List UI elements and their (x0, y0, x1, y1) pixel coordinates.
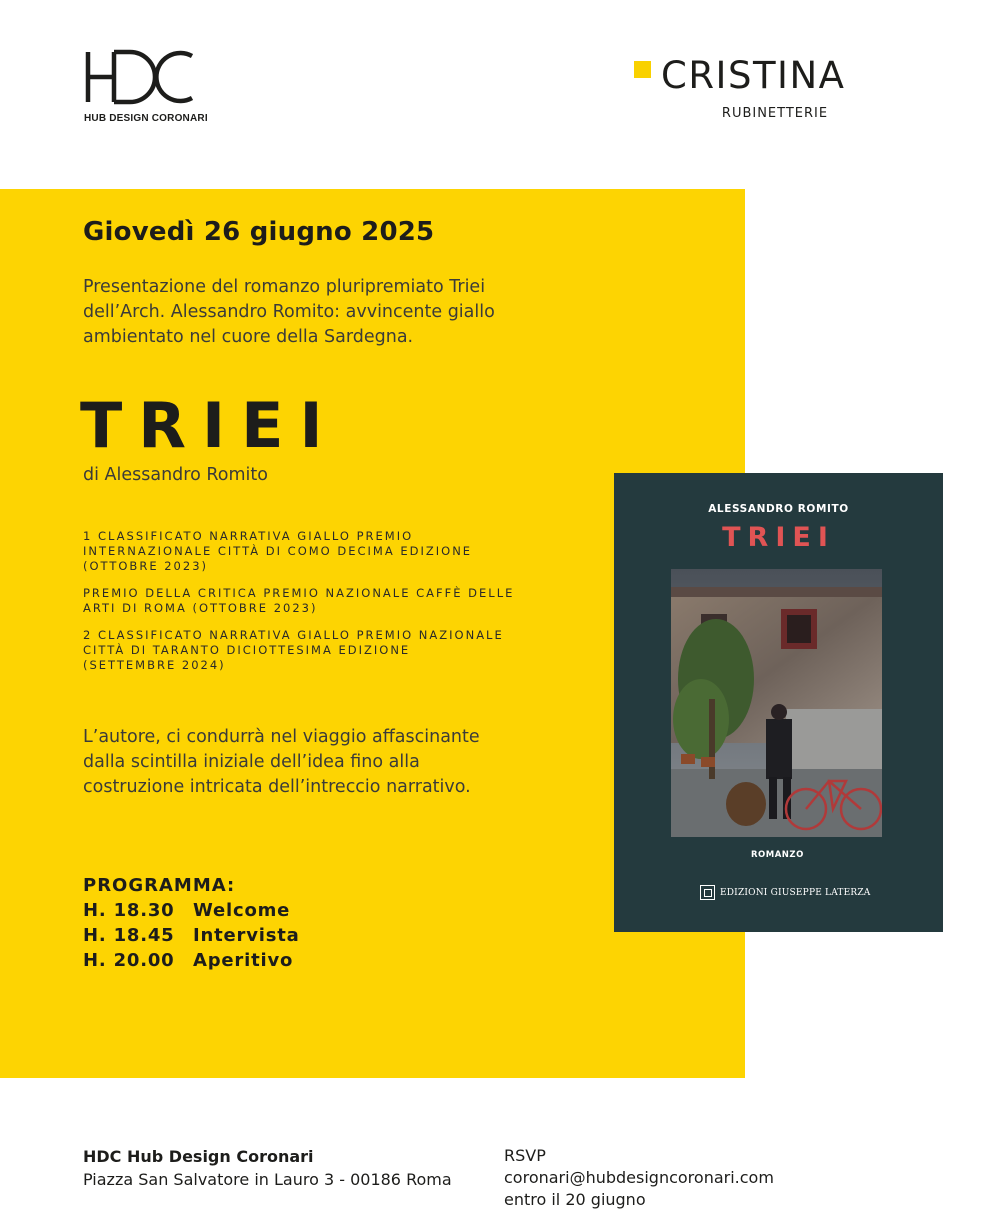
cover-photo (671, 569, 882, 837)
program-time: H. 18.30 (83, 900, 175, 921)
description-line: costruzione intricata dell’intreccio narrativo. (83, 777, 471, 797)
description-line: L’autore, ci condurrà nel viaggio affascinante (83, 727, 480, 747)
book-author: di Alessandro Romito (83, 465, 268, 485)
intro-line: Presentazione del romanzo pluripremiato Triei (83, 277, 486, 297)
hdc-subtitle: HUB DESIGN CORONARI (84, 113, 208, 124)
venue-address: Piazza San Salvatore in Lauro 3 - 00186 Roma (83, 1170, 452, 1189)
rsvp-email[interactable]: coronari@hubdesigncoronari.com (504, 1168, 774, 1187)
program-time: H. 18.45 (83, 925, 175, 946)
event-description (83, 725, 603, 800)
rsvp-deadline: entro il 20 giugno (504, 1190, 646, 1209)
program-item (83, 923, 300, 948)
award-line: (OTTOBRE 2023) (83, 559, 208, 573)
program-time: H. 20.00 (83, 950, 175, 971)
award-line: (SETTEMBRE 2024) (83, 658, 226, 672)
award-item (83, 586, 593, 616)
award-line: INTERNAZIONALE CITTÀ DI COMO DECIMA EDIZIONE (83, 544, 473, 558)
rsvp-info (504, 1145, 774, 1211)
event-date: Giovedì 26 giugno 2025 (83, 217, 435, 247)
awards-list (83, 529, 593, 685)
book-cover (614, 473, 943, 932)
hdc-logo (84, 48, 208, 124)
award-line: PREMIO DELLA CRITICA PREMIO NAZIONALE CAFFÈ DELLE (83, 586, 515, 600)
award-line: CITTÀ DI TARANTO DICIOTTESIMA EDIZIONE (83, 643, 411, 657)
cristina-subtitle: RUBINETTERIE (721, 106, 829, 121)
program-label: Welcome (193, 900, 291, 921)
venue-name: HDC Hub Design Coronari (83, 1147, 314, 1166)
publisher-name: EDIZIONI GIUSEPPE LATERZA (720, 887, 871, 898)
program-item (83, 898, 300, 923)
cover-publisher (700, 885, 871, 900)
award-line: 1 CLASSIFICATO NARRATIVA GIALLO PREMIO (83, 529, 414, 543)
intro-line: ambientato nel cuore della Sardegna. (83, 327, 414, 347)
cover-title: TRIEI (722, 522, 835, 553)
program-heading: PROGRAMMA: (83, 875, 236, 896)
cover-genre: ROMANZO (751, 850, 804, 860)
hdc-logo-mark (84, 48, 194, 106)
intro-line: dell’Arch. Alessandro Romito: avvincente giallo (83, 302, 495, 322)
book-title: TRIEI (80, 389, 339, 462)
award-line: 2 CLASSIFICATO NARRATIVA GIALLO PREMIO NAZIONALE (83, 628, 504, 642)
publisher-logo-icon (700, 885, 715, 900)
cover-photo-illustration (671, 569, 882, 837)
cristina-logo (634, 56, 894, 121)
program-label: Intervista (193, 925, 300, 946)
description-line: dalla scintilla iniziale dell’idea fino alla (83, 752, 420, 772)
cristina-name: CRISTINA (661, 54, 846, 97)
event-intro (83, 275, 623, 350)
rsvp-label: RSVP (504, 1146, 546, 1165)
cristina-accent-square (634, 61, 651, 78)
program (83, 873, 300, 973)
cover-author: ALESSANDRO ROMITO (708, 503, 849, 515)
award-item (83, 529, 593, 574)
award-item (83, 628, 593, 673)
venue-info (83, 1145, 452, 1191)
program-item (83, 948, 300, 973)
award-line: ARTI DI ROMA (OTTOBRE 2023) (83, 601, 318, 615)
program-label: Aperitivo (193, 950, 294, 971)
